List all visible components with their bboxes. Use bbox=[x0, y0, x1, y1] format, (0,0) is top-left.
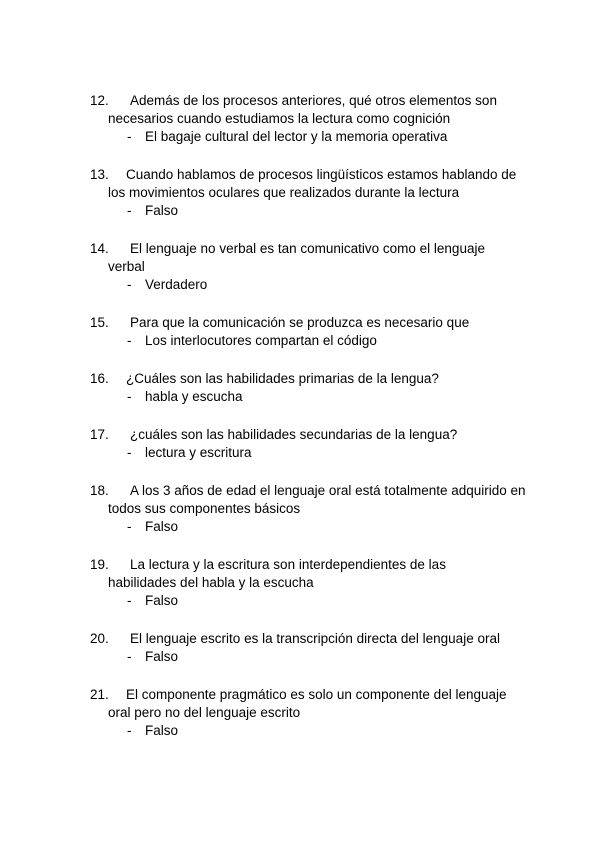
answer-bullet: - bbox=[127, 649, 132, 664]
question-text: ¿Cuáles son las habilidades primarias de la lengua? bbox=[126, 371, 439, 386]
answer-bullet: - bbox=[127, 445, 132, 460]
question-16 bbox=[0, 370, 600, 404]
answer-bullet: - bbox=[127, 723, 132, 738]
question-number: 20. bbox=[90, 631, 109, 646]
question-17 bbox=[0, 426, 600, 460]
answer-bullet: - bbox=[127, 389, 132, 404]
answer-bullet: - bbox=[127, 277, 132, 292]
question-20 bbox=[0, 630, 600, 664]
question-text: Cuando hablamos de procesos lingüísticos estamos hablando de los movimientos oculares que realizados durante la lectura bbox=[108, 167, 521, 200]
question-number: 19. bbox=[90, 557, 109, 572]
answer-text: El bagaje cultural del lector y la memoria operativa bbox=[145, 129, 448, 144]
question-14 bbox=[0, 240, 600, 292]
answer-text: Verdadero bbox=[145, 277, 208, 292]
answer-text: Falso bbox=[145, 203, 179, 218]
answer-text: habla y escucha bbox=[145, 389, 243, 404]
question-text: El componente pragmático es solo un componente del lenguaje oral pero no del lenguaje escrito bbox=[108, 687, 511, 720]
answer-text: Falso bbox=[145, 723, 179, 738]
answer-bullet: - bbox=[127, 129, 132, 144]
question-18 bbox=[0, 482, 600, 534]
question-15 bbox=[0, 314, 600, 348]
question-12 bbox=[0, 92, 600, 144]
question-text: El lenguaje escrito es la transcripción directa del lenguaje oral bbox=[130, 631, 500, 646]
answer-bullet: - bbox=[127, 333, 132, 348]
question-21 bbox=[0, 686, 600, 738]
question-number: 15. bbox=[90, 315, 109, 330]
question-19 bbox=[0, 556, 600, 608]
answer-bullet: - bbox=[127, 519, 132, 534]
answer-bullet: - bbox=[127, 203, 132, 218]
question-number: 17. bbox=[90, 427, 109, 442]
question-number: 18. bbox=[90, 483, 109, 498]
question-text: A los 3 años de edad el lenguaje oral está totalmente adquirido en todos sus componentes básicos bbox=[108, 483, 530, 516]
answer-text: Falso bbox=[145, 519, 179, 534]
answer-text: Falso bbox=[145, 649, 179, 664]
answer-text: Falso bbox=[145, 593, 179, 608]
question-text: Además de los procesos anteriores, qué otros elementos son necesarios cuando estudiamos la lectura como cognición bbox=[108, 93, 501, 126]
question-number: 14. bbox=[90, 241, 109, 256]
question-13 bbox=[0, 166, 600, 218]
question-number: 13. bbox=[90, 167, 109, 182]
answer-bullet: - bbox=[127, 593, 132, 608]
question-number: 16. bbox=[90, 371, 109, 386]
question-number: 21. bbox=[90, 687, 109, 702]
answer-text: Los interlocutores compartan el código bbox=[145, 333, 377, 348]
question-text: Para que la comunicación se produzca es necesario que bbox=[130, 315, 470, 330]
question-text: El lenguaje no verbal es tan comunicativo como el lenguaje verbal bbox=[108, 241, 489, 274]
question-number: 12. bbox=[90, 93, 109, 108]
answer-text: lectura y escritura bbox=[145, 445, 252, 460]
question-text: ¿cuáles son las habilidades secundarias de la lengua? bbox=[130, 427, 458, 442]
question-text: La lectura y la escritura son interdependientes de las habilidades del habla y la escucha bbox=[108, 557, 450, 590]
